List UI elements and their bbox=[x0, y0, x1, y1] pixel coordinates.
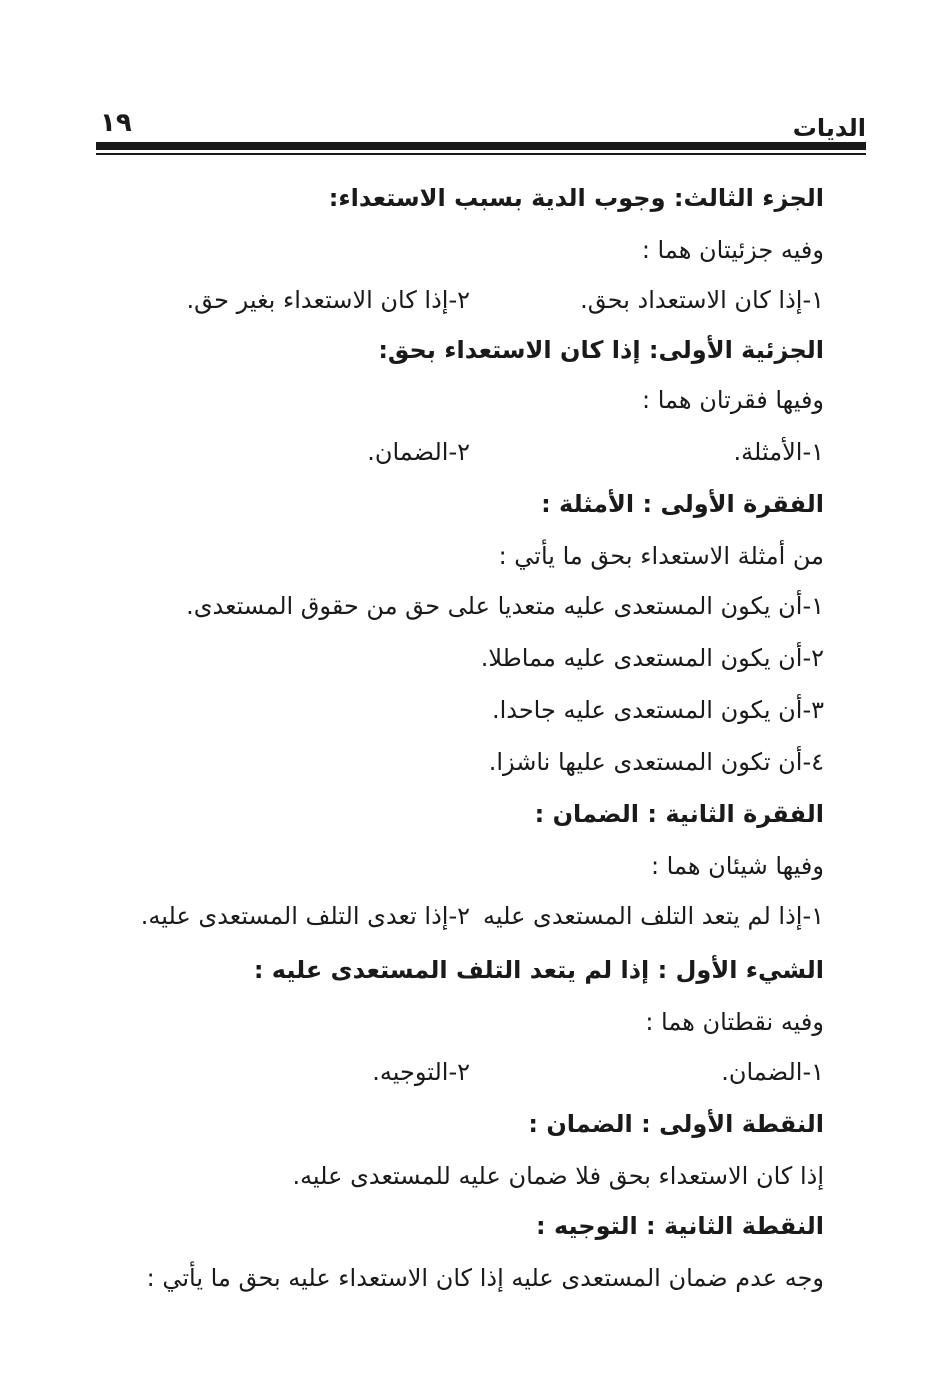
running-header-title: الديات bbox=[792, 114, 866, 142]
section-heading: الفقرة الأولى : الأمثلة : bbox=[541, 490, 824, 518]
list-item: ٢-أن يكون المستعدى عليه مماطلا. bbox=[480, 644, 824, 672]
section-heading: الجزء الثالث: وجوب الدية بسبب الاستعداء: bbox=[328, 184, 824, 212]
text-line: وجه عدم ضمان المستعدى عليه إذا كان الاستعداء عليه بحق ما يأتي : bbox=[146, 1264, 824, 1292]
list-item: ١-الأمثلة. bbox=[733, 438, 824, 466]
header-rule-thick bbox=[96, 142, 866, 150]
section-heading: النقطة الأولى : الضمان : bbox=[528, 1110, 824, 1138]
text-line: إذا كان الاستعداء بحق فلا ضمان عليه للمستعدى عليه. bbox=[292, 1162, 824, 1190]
list-item-second-column: ٢-إذا كان الاستعداء بغير حق. bbox=[186, 286, 470, 314]
header-rule-thin bbox=[96, 153, 866, 155]
text-line: وفيها فقرتان هما : bbox=[642, 386, 824, 414]
list-item: ٤-أن تكون المستعدى عليها ناشزا. bbox=[488, 748, 824, 776]
section-heading: النقطة الثانية : التوجيه : bbox=[536, 1212, 824, 1240]
page-number: ١٩ bbox=[100, 108, 132, 138]
text-line: وفيه نقطتان هما : bbox=[645, 1008, 824, 1036]
section-heading: الفقرة الثانية : الضمان : bbox=[534, 800, 824, 828]
section-heading: الشيء الأول : إذا لم يتعد التلف المستعدى عليه : bbox=[253, 956, 824, 984]
list-item-second-column: ٢-التوجيه. bbox=[372, 1058, 470, 1086]
text-line: وفيه جزئيتان هما : bbox=[641, 236, 824, 264]
list-item-second-column: ٢-إذا تعدى التلف المستعدى عليه. bbox=[140, 902, 470, 930]
list-item: ١-الضمان. bbox=[721, 1058, 824, 1086]
text-line: وفيها شيئان هما : bbox=[650, 852, 824, 880]
list-item: ١-إذا لم يتعد التلف المستعدى عليه bbox=[483, 902, 824, 930]
list-item: ١-أن يكون المستعدى عليه متعديا على حق من حقوق المستعدى. bbox=[186, 592, 824, 620]
section-heading: الجزئية الأولى: إذا كان الاستعداء بحق: bbox=[378, 336, 824, 364]
list-item-second-column: ٢-الضمان. bbox=[367, 438, 470, 466]
text-line: من أمثلة الاستعداء بحق ما يأتي : bbox=[498, 542, 824, 570]
list-item: ٣-أن يكون المستعدى عليه جاحدا. bbox=[491, 696, 824, 724]
list-item: ١-إذا كان الاستعداد بحق. bbox=[580, 286, 824, 314]
